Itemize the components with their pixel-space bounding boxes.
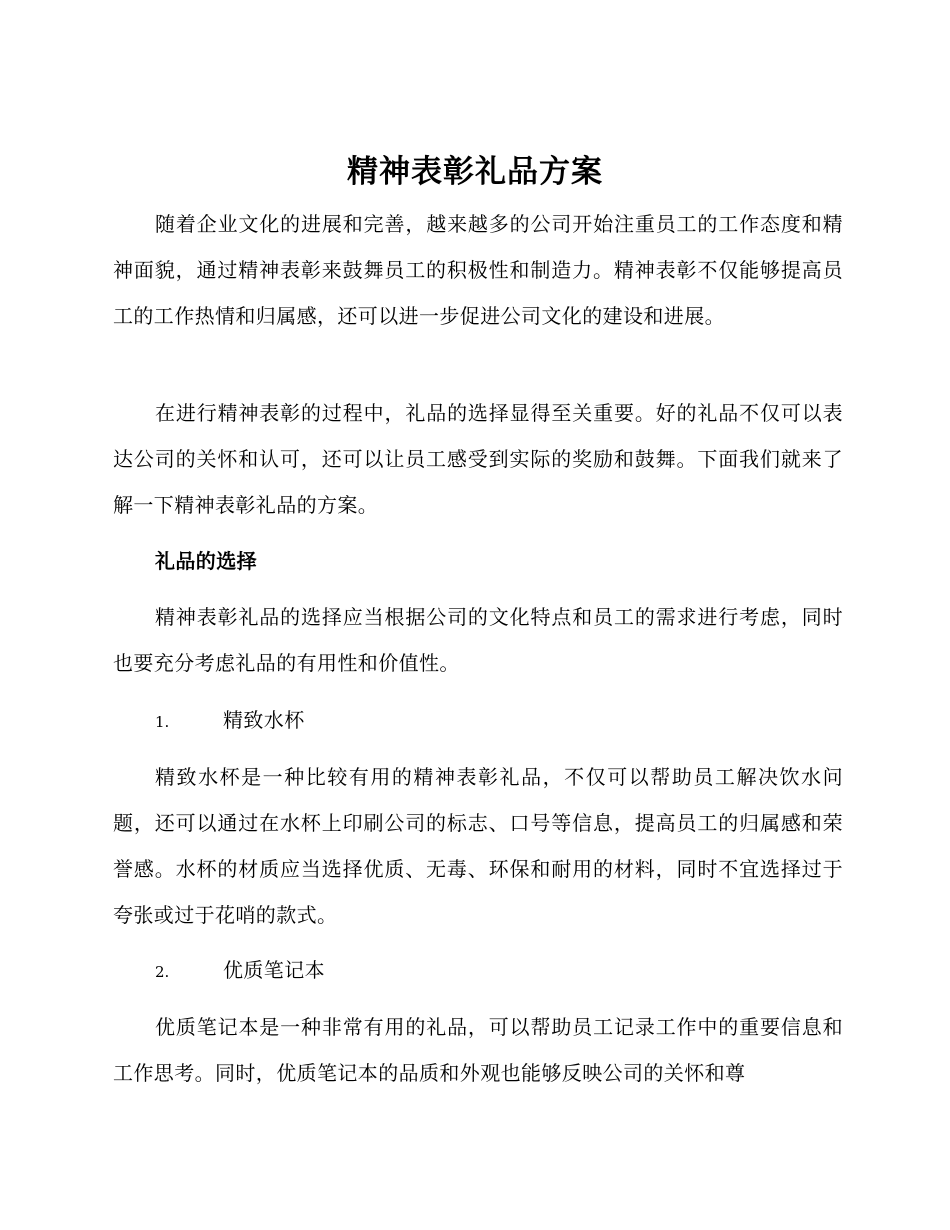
- document-title: 精神表彰礼品方案: [347, 154, 603, 190]
- intro-paragraph-1: 随着企业文化的进展和完善，越来越多的公司开始注重员工的工作态度和精神面貌，通过精神表彰来鼓舞员工的积极性和制造力。精神表彰不仅能够提高员工的工作热情和归属感，还可以进一步促进公司文化的建设和进展。: [113, 212, 843, 328]
- item-1-description: 精致水杯是一种比较有用的精神表彰礼品，不仅可以帮助员工解决饮水问题，还可以通过在水杯上印刷公司的标志、口号等信息，提高员工的归属感和荣誉感。水杯的材质应当选择优质、无毒、环保和耐用的材料，同时不宜选择过于夸张或过于花哨的款式。: [113, 765, 843, 927]
- intro-paragraph-2: 在进行精神表彰的过程中，礼品的选择显得至关重要。好的礼品不仅可以表达公司的关怀和认可，还可以让员工感受到实际的奖励和鼓舞。下面我们就来了解一下精神表彰礼品的方案。: [113, 401, 843, 517]
- list-item-label: 优质笔记本: [223, 958, 325, 982]
- list-item-2: [155, 947, 755, 995]
- section-heading: 礼品的选择: [155, 549, 257, 573]
- section-paragraph: 精神表彰礼品的选择应当根据公司的文化特点和员工的需求进行考虑，同时也要充分考虑礼品的有用性和价值性。: [113, 605, 843, 675]
- list-item-label: 精致水杯: [223, 708, 305, 732]
- list-item-number: 1.: [155, 713, 170, 731]
- list-item-1: [155, 697, 755, 745]
- item-2-description: 优质笔记本是一种非常有用的礼品，可以帮助员工记录工作中的重要信息和工作思考。同时，优质笔记本的品质和外观也能够反映公司的关怀和尊: [113, 1015, 843, 1085]
- list-item-number: 2.: [155, 963, 170, 981]
